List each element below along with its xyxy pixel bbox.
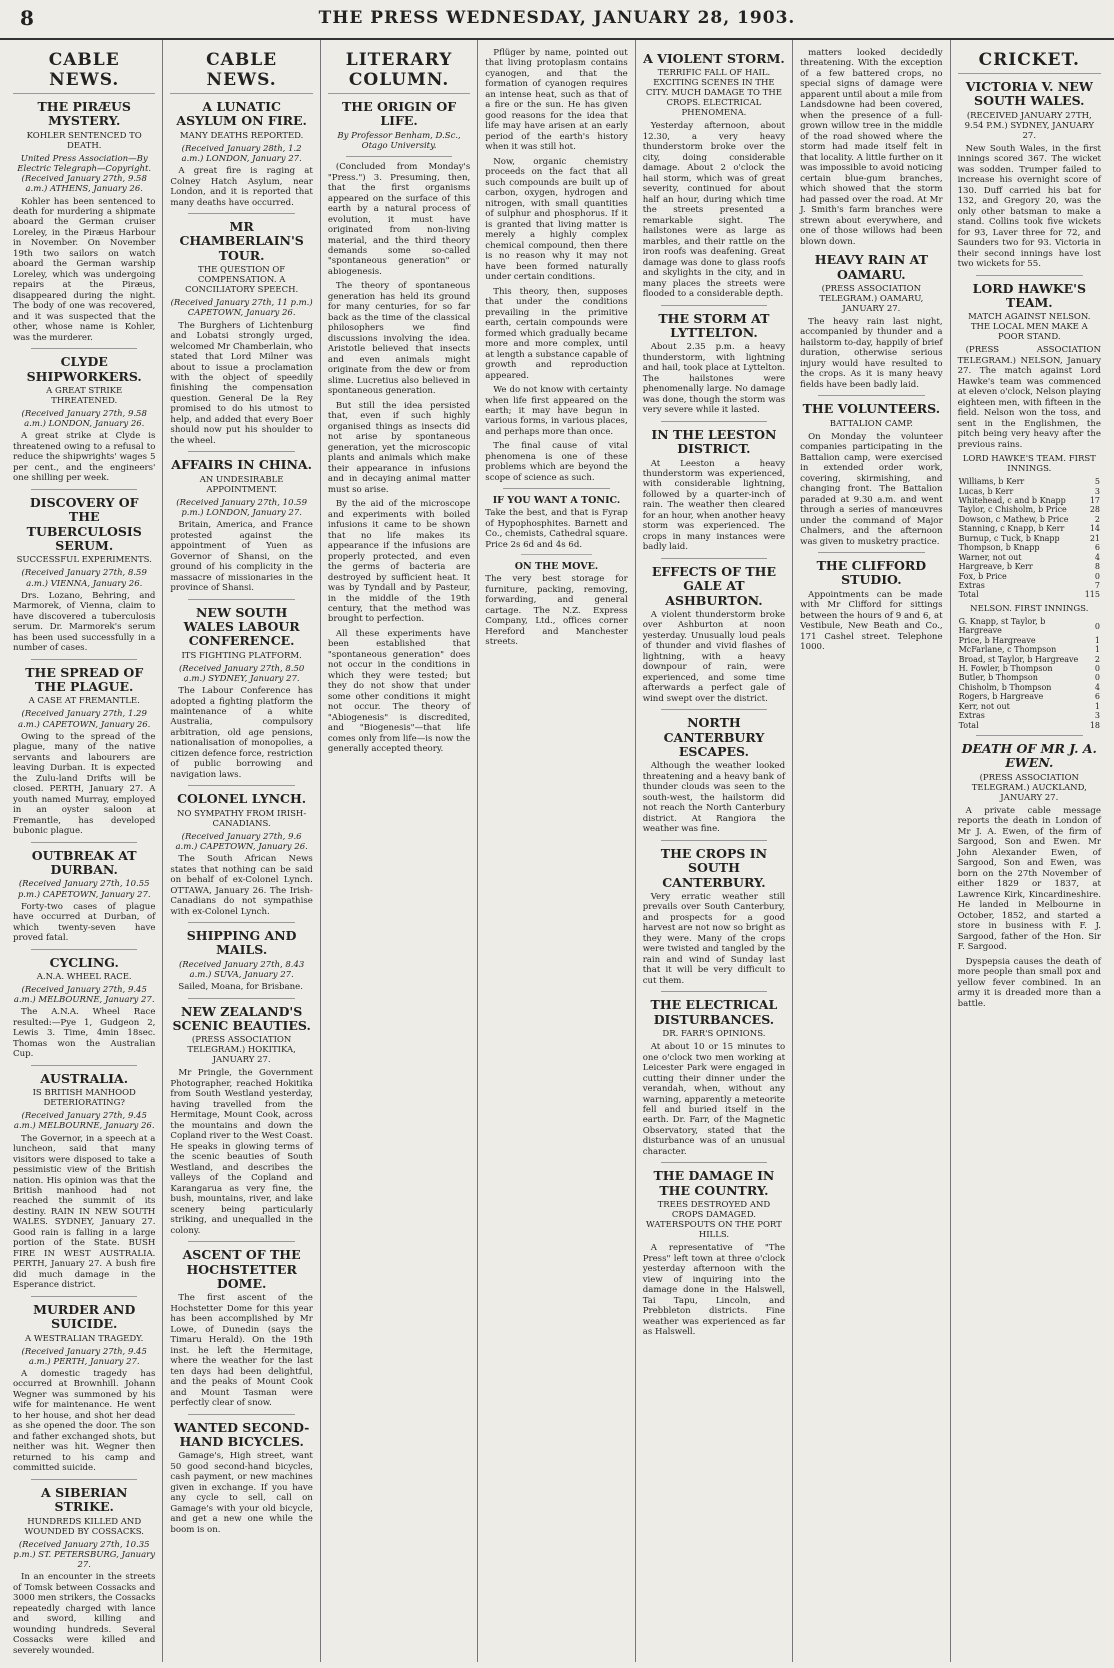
- paragraph: At about 10 or 15 minutes to one o'clock two men working at Leicester Park were engaged in cutting their dinner under the verandah, when, without any warning, apparently a meteorite fell and buried itself in the earth. Dr. Farr, of the Magnetic Observatory, stated that the disturbance was of an unusual character.: [642, 1042, 786, 1157]
- divider: [31, 949, 137, 950]
- table-row: [958, 617, 1101, 636]
- article-headline: A LUNATIC ASYLUM ON FIRE.: [176, 99, 307, 129]
- article-subhead: A GREAT STRIKE THREATENED.: [46, 386, 123, 407]
- batsman-cell: H. Fowler, b Thompson: [958, 664, 1053, 674]
- article-credit: (Received January 27th, 10.35 p.m.) ST. PETERSBURG, January 27.: [13, 1539, 156, 1570]
- article-list: [958, 80, 1101, 450]
- page-number: 8: [20, 6, 34, 30]
- paragraph: The first ascent of the Hochstetter Dome for this year has been accomplished by Mr Lowe, of Dunedin (says the Timaru Herald). On the 19th inst. he left the Hermitage, where the weather for the last ten days had been delightful, and the peaks of Mount Cook and Mount Tasman were perfectly clear of snow.: [170, 1293, 313, 1409]
- divider: [188, 1414, 294, 1415]
- runs-cell: 14: [1089, 524, 1100, 534]
- article-credit: (Received January 27th, 9.45 a.m.) MELBOURNE, January 27.: [13, 985, 155, 1006]
- article-headline: THE PIRÆUS MYSTERY.: [37, 99, 131, 129]
- table-row: [958, 543, 1101, 552]
- masthead: [0, 0, 1114, 40]
- runs-cell: 6: [1094, 692, 1100, 702]
- paragraph: The Labour Conference has adopted a fighting platform the maintenance of a white Australia, compulsory arbitration, old age pensions, nationalisation of monopolies, a citizen defence force, restriction of public borrowing and navigation laws.: [170, 686, 313, 780]
- paragraph: New South Wales, in the first innings scored 367. The wicket was sodden. Trumper failed to increase his overnight score of 130. Duff carried his bat for 132, and Gregory 20, was the only other batsman to make a stand. Collins took five wickets for 93, Laver three for 72, and Saunders two for 93. Victoria in their second innings have lost two wickets for 55.: [957, 143, 1101, 270]
- advert-heading: ON THE MOVE.: [514, 561, 599, 573]
- article-headline: THE ORIGIN OF LIFE.: [341, 99, 457, 129]
- runs-cell: 0: [1094, 673, 1100, 683]
- paragraph: A great fire is raging at Colney Hatch Asylum, near London, and it is reported that many deaths have occurred.: [170, 166, 313, 208]
- divider: [521, 554, 591, 555]
- scorecard-table: [958, 477, 1101, 600]
- batsman-cell: Broad, st Taylor, b Hargreave: [958, 654, 1079, 664]
- batsman-cell: G. Knapp, st Taylor, b Hargreave: [958, 616, 1046, 636]
- article-subhead: HUNDREDS KILLED AND WOUNDED BY COSSACKS.: [24, 1516, 144, 1537]
- divider: [661, 558, 767, 559]
- divider: [31, 1296, 137, 1297]
- scorecard-table: [958, 617, 1101, 730]
- paragraph: (PRESS ASSOCIATION TELEGRAM.) NELSON, January 27. The match against Lord Hawke's team was commenced at eleven o'clock, Nelson playing eighteen men, with fifteen in the field. Nelson won the toss, and sent in the Englishmen, the pitch being very heavy after the previous rains.: [957, 345, 1101, 450]
- article-headline: THE DAMAGE IN THE COUNTRY.: [653, 1168, 775, 1198]
- column-5: [636, 40, 793, 1662]
- batsman-cell: Lucas, b Kerr: [958, 486, 1014, 496]
- table-row: [958, 496, 1101, 505]
- article-list: [800, 253, 942, 653]
- paragraph: The A.N.A. Wheel Race resulted:—Pye 1, Gudgeon 2, Lewis 3. Time, 4min 18sec. Thomas won the Australian Cup.: [13, 1007, 156, 1060]
- divider: [31, 348, 137, 349]
- byline: By Professor Benham, D.Sc., Otago University.: [337, 130, 461, 151]
- paragraph: A violent thunderstorm broke over Ashburton at noon yesterday. Unusually loud peals of thunder and vivid flashes of lightning, with a heavy downpour of rain, were experienced, and some time afterwards a perfect gale of wind swept over the district.: [642, 609, 786, 704]
- table-row: [958, 645, 1101, 654]
- article-credit: United Press Association—By Electric Telegraph—Copyright. (Received January 27th, 9.58 a.m.) ATHENS, January 26.: [17, 153, 152, 195]
- table-row: [958, 655, 1101, 664]
- article-subhead: MATCH AGAINST NELSON. THE LOCAL MEN MAKE A POOR STAND.: [968, 312, 1091, 343]
- batsman-cell: Price, b Hargreave: [958, 635, 1036, 645]
- article-headline: AUSTRALIA.: [40, 1070, 129, 1086]
- article-headline: WANTED SECOND-HAND BICYCLES.: [173, 1419, 310, 1449]
- divider: [188, 599, 294, 600]
- article-headline: SHIPPING AND MAILS.: [186, 928, 297, 958]
- article-subhead: TREES DESTROYED AND CROPS DAMAGED. WATERSPOUTS ON THE PORT HILLS.: [646, 1200, 782, 1241]
- runs-cell: 2: [1094, 514, 1100, 524]
- paragraph: Yesterday afternoon, about 12.30, a very heavy thunderstorm broke over the city, doing considerable damage. About 2 o'clock the hail storm, which was of great severity, continued for about half an hour, during which time the streets presented a remarkable sight. The hailstones were as large as marbles, and their rattle on the iron roofs was deafening. Great damage was done to glass roofs and skylights in the city, and in many places the streets were flooded to a considerable depth.: [642, 121, 786, 300]
- runs-cell: 21: [1089, 533, 1100, 543]
- runs-cell: 8: [1094, 562, 1100, 572]
- paragraph: The final cause of vital phenomena is one of these problems which are beyond the scope of science as such.: [485, 441, 628, 483]
- article-subhead: A WESTRALIAN TRAGEDY.: [25, 1333, 144, 1344]
- table-row: [958, 524, 1101, 533]
- runs-cell: 6: [1094, 543, 1100, 553]
- paragraph: Kohler has been sentenced to death for murdering a shipmate aboard the German cruiser Loreley, in the Piræus Harbour in November. On November 19th two sailors on watch aboard the German warship Loreley, which was undergoing repairs at the Piræus, disappeared during the night. The body of one was recovered, and it was suspected that the other, whose name is Kohler, was the murderer.: [13, 196, 156, 343]
- divider: [661, 305, 767, 306]
- paragraph: In an encounter in the streets of Tomsk between Cossacks and 3000 men strikers, the Cossacks repeatedly charged with lance and sword, killing and wounding hundreds. Several Cossacks were killed and severely wounded.: [13, 1572, 156, 1656]
- divider: [188, 922, 294, 923]
- article-headline: THE VOLUNTEERS.: [802, 401, 941, 417]
- column-heading: LITERARY COLUMN.: [328, 50, 470, 94]
- divider: [31, 1479, 137, 1480]
- paragraph: A private cable message reports the death in London of Mr J. A. Ewen, of the firm of Sargood, Son and Ewen. Mr John Alexander Ewen, of Sargood, Son and Ewen, was born on the 27th November of either 1829 or 1837, at Lawrence Kirk, Kincardineshire. He landed in Melbourne in October, 1852, and started a store in business with F. J. Sargood, father of the Hon. Sir F. Sargood.: [957, 805, 1101, 953]
- batsman-cell: Extras: [958, 580, 985, 590]
- paragraph: Gamage's, High street, want 50 good second-hand bicycles, cash payment, or new machines given in exchange. If you have any cycle to sell, call on Gamage's with your old bicycle, and get a new one while the boom is on.: [170, 1451, 313, 1535]
- article-credit: (Received January 27th, 9.58 a.m.) LONDON, January 26.: [21, 409, 147, 430]
- article-subhead: A.N.A. WHEEL RACE.: [36, 972, 132, 983]
- paragraph: The South African News states that nothing can be said on behalf of ex-Colonel Lynch. OTTAWA, January 26. The Irish-Canadians do not sympathise with ex-Colonel Lynch.: [170, 854, 313, 917]
- batsman-cell: Warner, not out: [958, 552, 1022, 562]
- column-heading: CABLE NEWS.: [170, 50, 312, 94]
- table-row: [958, 711, 1101, 720]
- runs-cell: 3: [1094, 486, 1100, 496]
- article-subhead: ITS FIGHTING PLATFORM.: [181, 650, 302, 661]
- batsman-cell: Williams, b Kerr: [958, 477, 1025, 487]
- paragraph: Drs. Lozano, Behring, and Marmorek, of Vienna, claim to have discovered a tuberculosis serum. Dr. Marmorek's serum has been used successfully in a number of cases.: [13, 590, 156, 654]
- batsman-cell: Taylor, c Chisholm, b Price: [958, 505, 1067, 515]
- table-row: [958, 553, 1101, 562]
- article-list: [13, 100, 155, 1656]
- batsman-cell: Fox, b Price: [958, 571, 1007, 581]
- paragraph: On Monday the volunteer companies participating in the Battalion camp, were exercised in extended order work, covering, skirmishing, and changing front. The Battalion paraded at 9.30 a.m. and went through a series of manœuvres under the command of Major Chalmers, and the afternoon was given to musketry practice.: [800, 431, 943, 547]
- article-subhead: KOHLER SENTENCED TO DEATH.: [26, 130, 142, 151]
- table-row: [958, 477, 1101, 486]
- table-row: [958, 702, 1101, 711]
- article-subhead: (PRESS ASSOCIATION TELEGRAM.) OAMARU, JANUARY 27.: [819, 283, 924, 314]
- article-credit: (Received January 27th, 10.55 p.m.) CAPETOWN, January 27.: [17, 879, 151, 900]
- divider: [188, 1241, 294, 1242]
- article-headline: A VIOLENT STORM.: [643, 51, 785, 66]
- article-headline: LORD HAWKE'S TEAM.: [972, 280, 1086, 310]
- article-list: [170, 100, 312, 1535]
- article-credit: (Received January 27th, 11 p.m.) CAPETOWN, January 26.: [170, 298, 313, 319]
- paragraph: At Leeston a heavy thunderstorm was experienced, with considerable lightning, followed by a quarter-inch of rain. The weather then cleared for an hour, when another heavy storm was experienced. The crops in many instances were badly laid.: [642, 458, 786, 553]
- runs-cell: 1: [1094, 701, 1100, 711]
- article-headline: A SIBERIAN STRIKE.: [41, 1484, 128, 1515]
- divider: [188, 998, 294, 999]
- runs-cell: 3: [1094, 711, 1100, 721]
- scorecard-title: LORD HAWKE'S TEAM. FIRST INNINGS.: [962, 454, 1096, 475]
- article-credit: (Received January 28th, 1.2 a.m.) LONDON, January 27.: [181, 143, 302, 164]
- runs-cell: 4: [1094, 552, 1100, 562]
- runs-cell: 28: [1089, 505, 1100, 515]
- paragraph: Owing to the spread of the plague, many of the native servants and labourers are leaving Durban. It is expected the Zulu-land Drifts will be closed. PERTH, January 27. A youth named Murray, employed in an oyster saloon at Fremantle, has developed bubonic plague.: [13, 731, 156, 837]
- paragraph: Although the weather looked threatening and a heavy bank of thunder clouds was seen to the south-west, the hailstorm did not reach the North Canterbury district. At Rangiora the weather was fine.: [642, 761, 786, 835]
- runs-cell: 4: [1094, 682, 1100, 692]
- table-row: [958, 721, 1101, 730]
- divider: [31, 1065, 137, 1066]
- paragraph: All these experiments have been established that "spontaneous generation" does not occur in the conditions in which they were tested; but they do not show that under some other conditions it might not occur. The theory of "Abiogenesis" is discredited, and "Biogenesis"—that life comes only from life—is now the generally accepted theory.: [327, 628, 471, 755]
- paragraph: The Governor, in a speech at a luncheon, said that many visitors were disposed to take a pessimistic view of the British nation. His opinion was that the British manhood had not reached the summit of its destiny. RAIN IN NEW SOUTH WALES. SYDNEY, January 27. Good rain is falling in a large portion of the State. BUSH FIRE IN WEST AUSTRALIA. PERTH, January 27. A bush fire did much damage in the Esperance district.: [13, 1133, 156, 1291]
- article-headline: COLONEL LYNCH.: [177, 791, 307, 807]
- batsman-cell: Burnup, c Tuck, b Knapp: [958, 533, 1060, 543]
- article-credit: (Received January 27th, 9.6 a.m.) CAPETOWN, January 26.: [175, 831, 308, 852]
- batsman-cell: Chisholm, b Thompson: [958, 682, 1052, 692]
- paragraph: Dyspepsia causes the death of more people than small pox and yellow fever combined. In an army it is dreaded more than a battle.: [957, 956, 1101, 1009]
- column-heading: CABLE NEWS.: [13, 50, 155, 94]
- table-row: [958, 581, 1101, 590]
- article-credit: (Received January 27th, 8.59 a.m.) VIENNA, January 26.: [21, 568, 147, 589]
- paragraph: A representative of "The Press" left town at three o'clock yesterday afternoon with the view of inquiring into the damage done in the Halswell, Tai Tapu, Lincoln, and Prebbleton districts. Fine weather was experienced as far as Halswell.: [642, 1243, 786, 1338]
- article-headline: THE CROPS IN SOUTH CANTERBURY.: [660, 845, 768, 890]
- paragraph: A domestic tragedy has occurred at Brownhill. Johann Wegner was summoned by his wife for maintenance. He went to her house, and shot her dead as she opened the door. The son and father exchanged shots, but neither was hit. Wegner then returned to his camp and committed suicide.: [13, 1368, 156, 1474]
- article-headline: NEW SOUTH WALES LABOUR CONFERENCE.: [183, 604, 300, 649]
- article-subhead: THE QUESTION OF COMPENSATION. A CONCILIATORY SPEECH.: [185, 265, 299, 296]
- divider: [661, 709, 767, 710]
- column-1: [6, 40, 163, 1662]
- batsman-cell: Hargreave, b Kerr: [958, 562, 1033, 572]
- paragraph: The theory of spontaneous generation has held its ground for many centuries, for so far back as the time of the classical philosophers we find discussions involving the idea. Aristotle believed that insects and even animals might originate from the dew or from slime. Lucretius also believed in spontaneous generation.: [327, 281, 471, 397]
- divider: [661, 991, 767, 992]
- table-row: [958, 664, 1101, 673]
- column-6: [793, 40, 950, 1662]
- article-subhead: DR. FARR'S OPINIONS.: [662, 1029, 766, 1040]
- table-row: [958, 487, 1101, 496]
- runs-cell: 0: [1094, 621, 1100, 631]
- article-headline: DEATH OF MR J. A. EWEN.: [961, 741, 1097, 771]
- divider: [661, 1162, 767, 1163]
- divider: [188, 785, 294, 786]
- paragraph: A great strike at Clyde is threatened owing to a refusal to reduce the shipwrights' wages 5 per cent., and the engineers' one shilling per week.: [13, 431, 156, 484]
- batsman-cell: Kerr, not out: [958, 701, 1010, 711]
- article-credit: (Received January 27th, 1.29 a.m.) CAPETOWN, January 26.: [18, 709, 151, 730]
- table-row: [958, 683, 1101, 692]
- article-subhead: IS BRITISH MANHOOD DETERIORATING?: [32, 1088, 136, 1109]
- batsman-cell: Rogers, b Hargreave: [958, 692, 1044, 702]
- batsman-cell: Total: [958, 590, 979, 600]
- paragraph: Very erratic weather still prevails over South Canterbury, and prospects for a good harvest are not now so bright as they were. Many of the crops were twisted and tangled by the rain and wind of Sunday last that it will be very difficult to cut them.: [642, 891, 786, 986]
- divider: [976, 735, 1083, 736]
- runs-cell: 115: [1084, 590, 1100, 600]
- divider: [661, 421, 767, 422]
- batsman-cell: Extras: [958, 711, 985, 721]
- batsman-cell: Whitehead, c and b Knapp: [958, 496, 1066, 506]
- paragraph: The heavy rain last night, accompanied by thunder and a hailstorm to-day, happily of brief duration, otherwise serious injury would have resulted to the crops. As it is many heavy fields have been badly laid.: [800, 316, 943, 390]
- table-row: [958, 673, 1101, 682]
- runs-cell: 18: [1089, 720, 1100, 730]
- article-headline: NORTH CANTERBURY ESCAPES.: [663, 715, 765, 760]
- divider: [346, 156, 452, 157]
- article-subhead: BATTALION CAMP.: [829, 418, 913, 429]
- batsman-cell: Butler, b Thompson: [958, 673, 1038, 683]
- article-headline: THE ELECTRICAL DISTURBANCES.: [650, 997, 778, 1027]
- masthead-title: THE PRESS WEDNESDAY, JANUARY 28, 1903.: [318, 8, 796, 28]
- batsman-cell: Dowson, c Mathew, b Price: [958, 514, 1069, 524]
- paragraph: But still the idea persisted that, even if such highly organised things as insects did not arise by spontaneous generation, yet the microscopic plants and animals which make their appearance in infusions and in decaying animal matter must so arise.: [327, 400, 471, 495]
- article-credit: (Received January 27th, 8.50 a.m.) SYDNEY, January 27.: [178, 663, 305, 684]
- article-headline: THE STORM AT LYTTELTON.: [658, 310, 770, 340]
- column-4: [478, 40, 635, 1662]
- runs-cell: 5: [1094, 477, 1100, 487]
- runs-cell: 1: [1094, 635, 1100, 645]
- batsman-cell: Stanning, c Knapp, b Kerr: [958, 524, 1065, 534]
- article-list: [643, 52, 785, 1338]
- divider: [976, 275, 1083, 276]
- divider: [31, 842, 137, 843]
- article-subhead: A CASE AT FREMANTLE.: [28, 696, 140, 707]
- article-credit: (Received January 27th, 8.43 a.m.) SUVA, January 27.: [178, 959, 305, 980]
- article-headline: EFFECTS OF THE GALE AT ASHBURTON.: [651, 563, 777, 608]
- article-subhead: MANY DEATHS REPORTED.: [179, 130, 304, 141]
- column-heading: CRICKET.: [958, 50, 1101, 74]
- paragraph: Mr Pringle, the Government Photographer, reached Hokitika from South Westland yesterday, having travelled from the Hermitage, Mount Cook, across the mountains and down the Copland river to the West Coast. He speaks in glowing terms of the scenic beauties of South Westland, and describes the valleys of the Copland and Karangarua as very fine, the bush, mountains, river, and lake scenery being particularly striking, and unequalled in the colony.: [170, 1068, 313, 1236]
- column-7: [951, 40, 1108, 1662]
- article-headline: NEW ZEALAND'S SCENIC BEAUTIES.: [172, 1003, 311, 1034]
- column-2: [163, 40, 320, 1662]
- article-headline: CLYDE SHIPWORKERS.: [26, 354, 142, 384]
- article-headline: MR CHAMBERLAIN'S TOUR.: [179, 219, 304, 263]
- advert-text: Take the best, and that is Fyrap of Hypophosphites. Barnett and Co., chemists, Cathedral square. Price 2s 6d and 4s 6d.: [485, 508, 628, 550]
- article-credit: (Received January 27th, 10.59 p.m.) LONDON, January 27.: [176, 497, 307, 518]
- divider: [503, 488, 609, 489]
- columns: [6, 40, 1108, 1662]
- table-row: [958, 572, 1101, 581]
- article-headline: MURDER AND SUICIDE.: [33, 1301, 136, 1332]
- article-subhead: (PRESS ASSOCIATION TELEGRAM.) HOKITIKA, JANUARY 27.: [187, 1035, 296, 1066]
- article-headline: ASCENT OF THE HOCHSTETTER DOME.: [182, 1247, 301, 1291]
- paragraph: This theory, then, supposes that under the conditions prevailing in the primitive earth, certain compounds were formed which gradually became more and more complex, until at length a substance capable of growth and reproduction appeared.: [485, 286, 628, 381]
- paragraph: The Burghers of Lichtenburg and Lobatsi strongly urged, welcomed Mr Chamberlain, who stated that Lord Milner was about to issue a proclamation with the object of speedily finishing the compensation question. General De la Rey promised to do his utmost to help, and added that every Boer should now put his shoulder to the wheel.: [170, 320, 313, 446]
- scorecard-title: NELSON. FIRST INNINGS.: [970, 603, 1089, 614]
- advert-heading: IF YOU WANT A TONIC.: [492, 495, 621, 507]
- paragraph: Pflüger by name, pointed out that living protoplasm contains cyanogen, and that the formation of cyanogen requires an intense heat, such as that of a fire or the sun. He has given good reasons for the idea that life may have arisen at an early period of the earth's history when it was still hot.: [485, 48, 628, 153]
- table-row: [958, 515, 1101, 524]
- article-headline: HEAVY RAIN AT OAMARU.: [814, 252, 928, 282]
- runs-cell: 0: [1094, 571, 1100, 581]
- article-credit: (Received January 27th, 9.45 a.m.) PERTH, January 27.: [21, 1346, 147, 1367]
- paragraph: By the aid of the microscope and experiments with boiled infusions it came to be shown that no life makes its appearance if the infusions are properly protected, and even the germs of bacteria are destroyed by sufficient heat. It was by Tyndall and by Pasteur, in the middle of the 19th century, that the method was brought to perfection.: [327, 499, 471, 625]
- article-headline: CYCLING.: [49, 954, 119, 970]
- runs-cell: 0: [1094, 664, 1100, 674]
- article-subhead: NO SYMPATHY FROM IRISH-CANADIANS.: [177, 808, 307, 829]
- article-credit: (Received January 27th, 9.45 a.m.) MELBOURNE, January 26.: [13, 1111, 155, 1132]
- paragraph: Now, organic chemistry proceeds on the fact that all such compounds are built up of carbon, oxygen, hydrogen and nitrogen, with small quantities of sulphur and phosphorus. If it is granted that living matter is merely a highly complex chemical compound, then there is no reason why it may not have been formed naturally under certain conditions.: [485, 156, 628, 283]
- divider: [31, 489, 137, 490]
- article-headline: THE SPREAD OF THE PLAGUE.: [25, 664, 144, 694]
- article-headline: AFFAIRS IN CHINA.: [171, 457, 312, 473]
- paragraph: (Concluded from Monday's "Press.") 3. Presuming, then, that the first organisms appeared on the surface of this earth by a natural process of evolution, it must have originated from non-living material, and the third theory demands some so-called "spontaneous generation" or abiogenesis.: [327, 162, 471, 277]
- divider: [188, 451, 294, 452]
- article-headline: OUTBREAK AT DURBAN.: [31, 847, 137, 877]
- batsman-cell: McFarlane, c Thompson: [958, 645, 1057, 655]
- column-3: [321, 40, 478, 1662]
- batsman-cell: Thompson, b Knapp: [958, 543, 1040, 553]
- paragraph: Appointments can be made with Mr Clifford for sittings between the hours of 9 and 6, at Vestibule, New Beath and Co., 171 Cashel street. Telephone 1000.: [800, 589, 943, 653]
- table-row: [958, 636, 1101, 645]
- runs-cell: 2: [1094, 654, 1100, 664]
- divider: [31, 659, 137, 660]
- article-headline: THE CLIFFORD STUDIO.: [816, 558, 927, 588]
- article-subhead: AN UNDESIRABLE APPOINTMENT.: [199, 474, 284, 495]
- divider: [188, 213, 294, 214]
- article-subhead: SUCCESSFUL EXPERIMENTS.: [16, 555, 152, 566]
- article-dateline: (PRESS ASSOCIATION TELEGRAM.) AUCKLAND, JANUARY 27.: [971, 772, 1087, 803]
- batsman-cell: Total: [958, 720, 979, 730]
- advert-text: The very best storage for furniture, packing, removing, forwarding, and general cartage. The N.Z. Express Company, Ltd., offices corner Hereford and Manchester streets.: [485, 574, 628, 648]
- paragraph: matters looked decidedly threatening. With the exception of a few battered crops, no special signs of damage were apparent until about a mile from Landsdowne had been covered, when the presence of a full-grown willow tree in the middle of the road showed where the storm had made itself felt in that locality. A little further on it was impossible to avoid noticing certain blue-gum branches, which showed that the storm had passed over the road. At Mr J. Smith's farm branches were strewn about everywhere, and one of those willows had been blown down.: [800, 48, 943, 247]
- divider: [818, 552, 924, 553]
- table-row: [958, 505, 1101, 514]
- table-row: [958, 562, 1101, 571]
- paragraph: Britain, America, and France protested against the appointment of Yuen as Governor of Shansi, on the ground of his complicity in the massacre of missionaries in the province of Shansi.: [170, 520, 313, 594]
- article-subhead: TERRIFIC FALL OF HAIL. EXCITING SCENES IN THE CITY. MUCH DAMAGE TO THE CROPS. ELECTRICAL PHENOMENA.: [645, 68, 782, 119]
- table-row: [958, 692, 1101, 701]
- article-headline: DISCOVERY OF THE TUBERCULOSIS SERUM.: [26, 494, 142, 553]
- runs-cell: 1: [1094, 645, 1100, 655]
- divider: [661, 840, 767, 841]
- paragraph: Forty-two cases of plague have occurred at Durban, of which twenty-seven have proved fatal.: [13, 901, 156, 944]
- table-row: [958, 590, 1101, 599]
- article-subhead: (RECEIVED JANUARY 27TH, 9.54 P.M.) SYDNEY, JANUARY 27.: [964, 110, 1094, 141]
- runs-cell: 17: [1089, 496, 1100, 506]
- runs-cell: 7: [1094, 580, 1100, 590]
- article-headline: VICTORIA V. NEW SOUTH WALES.: [965, 79, 1093, 109]
- paragraph: Sailed, Moana, for Brisbane.: [178, 982, 303, 993]
- article-headline: IN THE LEESTON DISTRICT.: [651, 426, 777, 457]
- paragraph: About 2.35 p.m. a heavy thunderstorm, with lightning and hail, took place at Lyttelton. The hailstones were phenomenally large. No damage was done, though the storm was very severe while it lasted.: [642, 342, 786, 416]
- paragraph: We do not know with certainty when life first appeared on the earth; it may have begun in various forms, in various places, and perhaps more than once.: [485, 385, 628, 437]
- divider: [818, 395, 924, 396]
- table-row: [958, 534, 1101, 543]
